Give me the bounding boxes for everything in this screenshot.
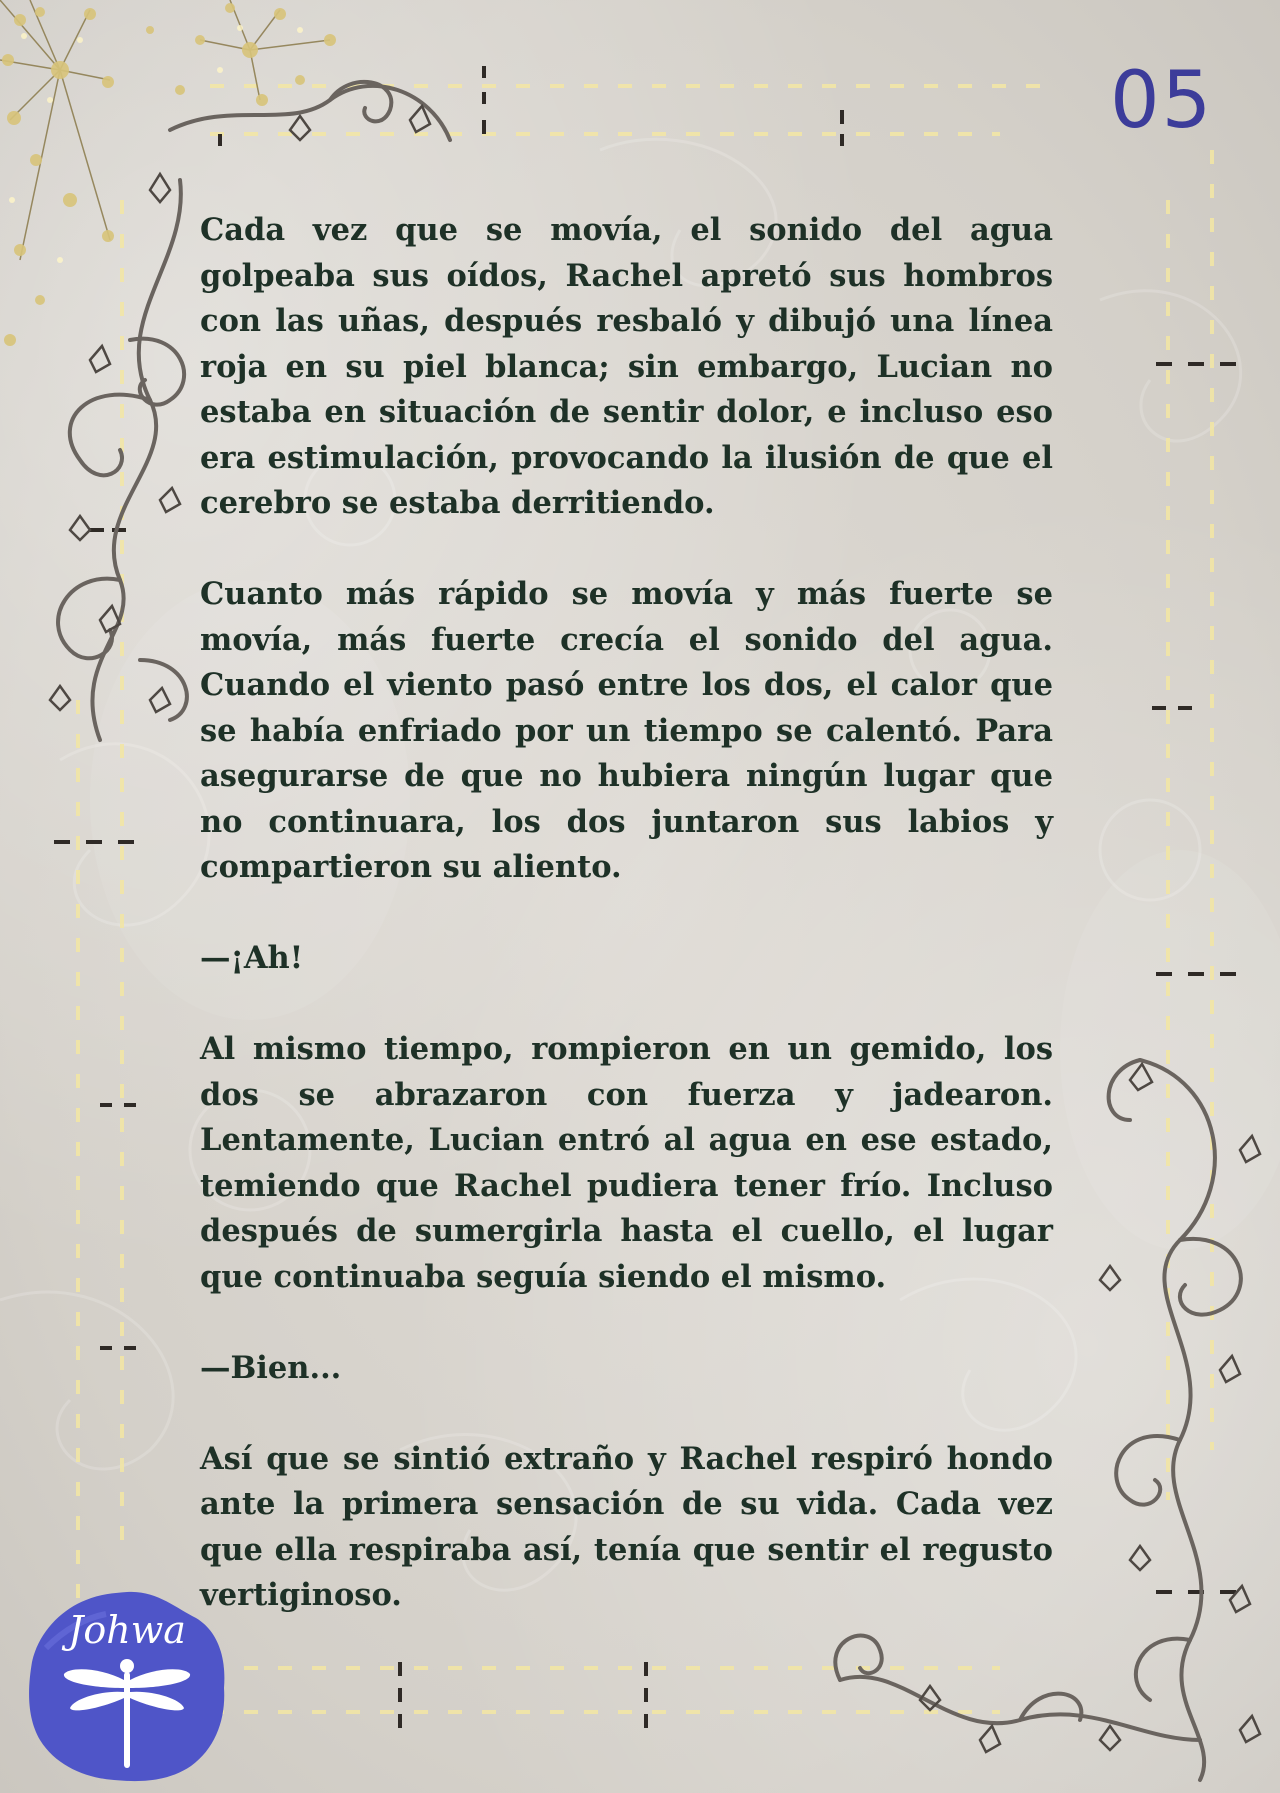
paragraph: Al mismo tiempo, rompieron en un gemido, los dos se abrazaron con fuerza y jadearon. Lentamente, Lucian entró al agua en ese estado, temiendo que Rachel pudiera tener frío. Incluso después de sumergirla hasta el cuello, el lugar que continuaba seguía siendo el mismo.: [200, 1031, 1053, 1295]
logo-text: Johwa: [68, 1608, 186, 1652]
paragraph: —Bien...: [200, 1349, 342, 1386]
paragraph: Así que se sintió extraño y Rachel respiró hondo ante la primera sensación de su vida. Cada vez que ella respiraba así, tenía que sentir el regusto vertiginoso.: [200, 1440, 1053, 1613]
dragonfly-icon: [62, 1654, 192, 1772]
paragraph: Cada vez que se movía, el sonido del agua golpeaba sus oídos, Rachel apretó sus hombros con las uñas, después resbaló y dibujó una línea roja en su piel blanca; sin embargo, Lucian no estaba en situación de sentir dolor, e incluso eso era estimulación, provocando la ilusión de que el cerebro se estaba derritiendo.: [200, 212, 1053, 521]
page-text: [200, 208, 1053, 1619]
page-number: 05: [1110, 56, 1214, 146]
paragraph: Cuanto más rápido se movía y más fuerte se movía, más fuerte crecía el sonido del agua. Cuando el viento pasó entre los dos, el calor que se había enfriado por un tiempo se calentó. Para asegurarse de que no hubiera ningún lugar que no continuara, los dos juntaron sus labios y compartieron su aliento.: [200, 576, 1053, 885]
paragraph: —¡Ah!: [200, 940, 304, 976]
johwa-logo: [26, 1588, 228, 1784]
